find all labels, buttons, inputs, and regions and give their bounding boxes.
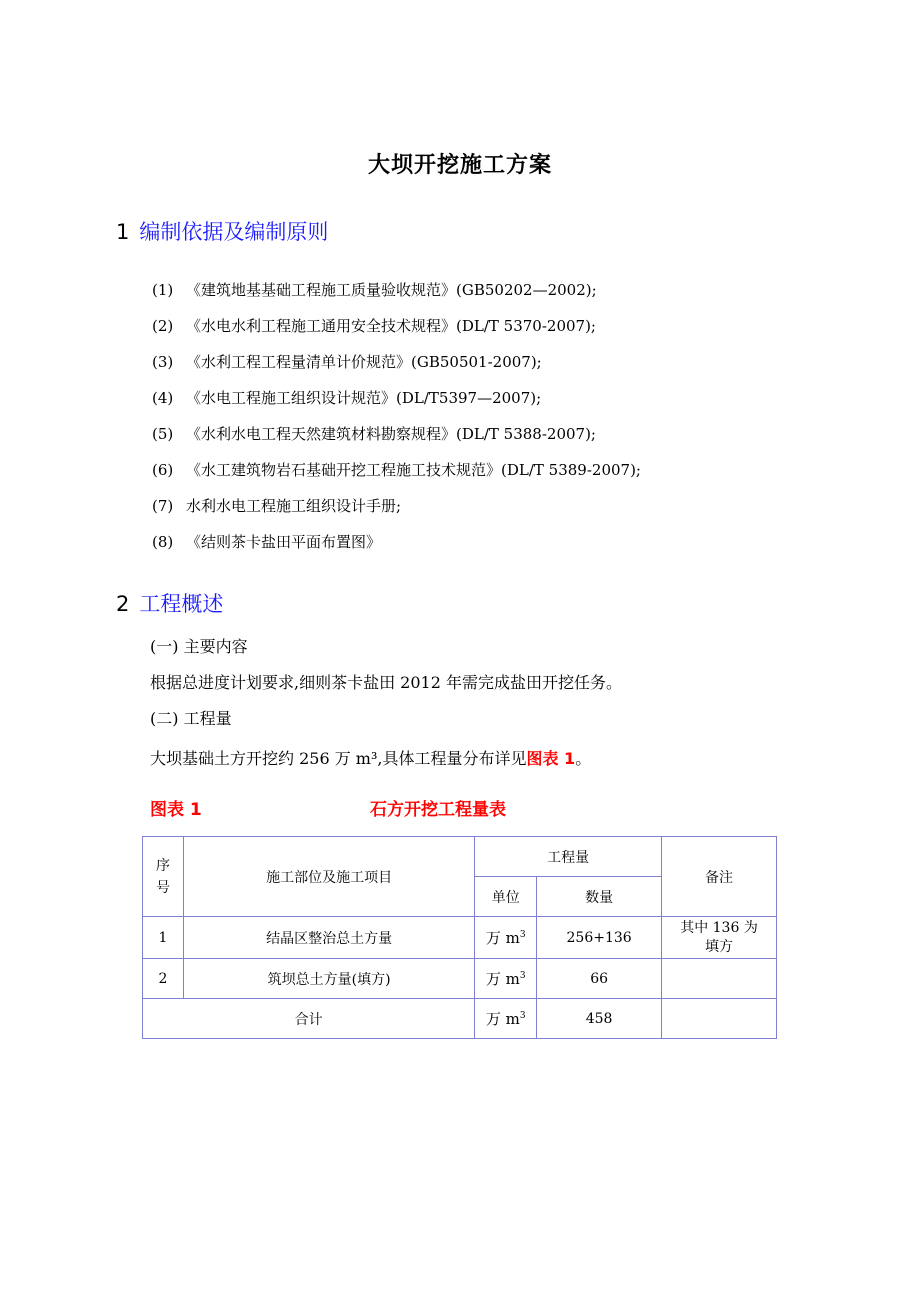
cell-unit-exponent: 3 bbox=[519, 971, 526, 981]
cell-unit bbox=[475, 959, 537, 999]
cell-amount: 256+136 bbox=[537, 917, 662, 959]
header-seq bbox=[143, 837, 184, 917]
reference-item bbox=[152, 494, 641, 530]
reference-index: (5) bbox=[152, 425, 174, 443]
reference-text: 《水电工程施工组织设计规范》(DL/T5397—2007); bbox=[186, 389, 542, 407]
section-2-heading bbox=[116, 588, 223, 618]
cell-unit-text: 万 m bbox=[485, 970, 520, 988]
header-seq-text: 序号 bbox=[155, 857, 170, 896]
section-2-number: 2 bbox=[116, 592, 130, 616]
reference-item bbox=[152, 278, 641, 314]
cell-total-unit-text: 万 m bbox=[485, 1010, 520, 1028]
header-unit: 单位 bbox=[475, 877, 537, 917]
reference-text: 《建筑地基基础工程施工质量验收规范》(GB50202—2002); bbox=[186, 281, 597, 299]
table-total-row bbox=[143, 999, 777, 1039]
table-caption-title: 石方开挖工程量表 bbox=[370, 800, 506, 820]
reference-index: (4) bbox=[152, 389, 174, 407]
section-2-title: 工程概述 bbox=[139, 592, 224, 616]
reference-item bbox=[152, 350, 641, 386]
cell-total-unit-exponent: 3 bbox=[519, 1011, 526, 1021]
reference-index: (6) bbox=[152, 461, 174, 479]
reference-list bbox=[152, 278, 641, 566]
document-title: 大坝开挖施工方案 bbox=[367, 152, 552, 178]
cell-note-text: 其中 136 为填方 bbox=[680, 919, 758, 955]
reference-index: (7) bbox=[152, 497, 174, 515]
reference-index: (8) bbox=[152, 533, 174, 551]
reference-index: (1) bbox=[152, 281, 174, 299]
paragraph-main-content: 根据总进度计划要求,细则茶卡盐田 2012 年需完成盐田开挖任务。 bbox=[150, 673, 622, 692]
reference-text: 《结则茶卡盐田平面布置图》 bbox=[186, 533, 382, 551]
cell-total-unit bbox=[475, 999, 537, 1039]
paragraph-quantity-text: 大坝基础土方开挖约 256 万 m³,具体工程量分布详见 bbox=[150, 749, 527, 768]
cell-note bbox=[662, 917, 777, 959]
cell-item: 结晶区整治总土方量 bbox=[183, 917, 474, 959]
reference-text: 《水工建筑物岩石基础开挖工程施工技术规范》(DL/T 5389-2007); bbox=[186, 461, 641, 479]
table-reference-link: 图表 1 bbox=[526, 749, 576, 768]
paragraph-quantity bbox=[150, 746, 591, 769]
reference-item bbox=[152, 386, 641, 422]
section-1-number: 1 bbox=[116, 220, 130, 244]
reference-item bbox=[152, 422, 641, 458]
reference-text: 《水利水电工程天然建筑材料勘察规程》(DL/T 5388-2007); bbox=[186, 425, 596, 443]
cell-total-label: 合计 bbox=[143, 999, 475, 1039]
cell-seq: 1 bbox=[143, 917, 184, 959]
cell-note bbox=[662, 959, 777, 999]
cell-amount: 66 bbox=[537, 959, 662, 999]
cell-total-note bbox=[662, 999, 777, 1039]
table-row bbox=[143, 917, 777, 959]
reference-text: 《水电水利工程施工通用安全技术规程》(DL/T 5370-2007); bbox=[186, 317, 596, 335]
cell-total-amount: 458 bbox=[537, 999, 662, 1039]
cell-unit bbox=[475, 917, 537, 959]
reference-index: (3) bbox=[152, 353, 174, 371]
table-row bbox=[143, 959, 777, 999]
subsection-1-heading: (一) 主要内容 bbox=[150, 637, 248, 656]
header-note: 备注 bbox=[662, 837, 777, 917]
reference-text: 《水利工程工程量清单计价规范》(GB50501-2007); bbox=[186, 353, 542, 371]
reference-text: 水利水电工程施工组织设计手册; bbox=[186, 497, 402, 515]
reference-index: (2) bbox=[152, 317, 174, 335]
cell-unit-text: 万 m bbox=[485, 929, 520, 947]
table-header-row bbox=[143, 837, 777, 877]
cell-seq: 2 bbox=[143, 959, 184, 999]
header-item: 施工部位及施工项目 bbox=[183, 837, 474, 917]
subsection-2-heading: (二) 工程量 bbox=[150, 709, 232, 728]
reference-item bbox=[152, 530, 641, 566]
reference-item bbox=[152, 458, 641, 494]
quantity-table bbox=[142, 836, 777, 1039]
paragraph-quantity-end: 。 bbox=[575, 749, 592, 768]
cell-item: 筑坝总土方量(填方) bbox=[183, 959, 474, 999]
header-amount: 数量 bbox=[537, 877, 662, 917]
reference-item bbox=[152, 314, 641, 350]
section-1-heading bbox=[116, 216, 328, 246]
section-1-title: 编制依据及编制原则 bbox=[139, 220, 329, 244]
table-caption-label: 图表 1 bbox=[150, 800, 202, 820]
header-qty: 工程量 bbox=[475, 837, 662, 877]
cell-unit-exponent: 3 bbox=[519, 930, 526, 940]
